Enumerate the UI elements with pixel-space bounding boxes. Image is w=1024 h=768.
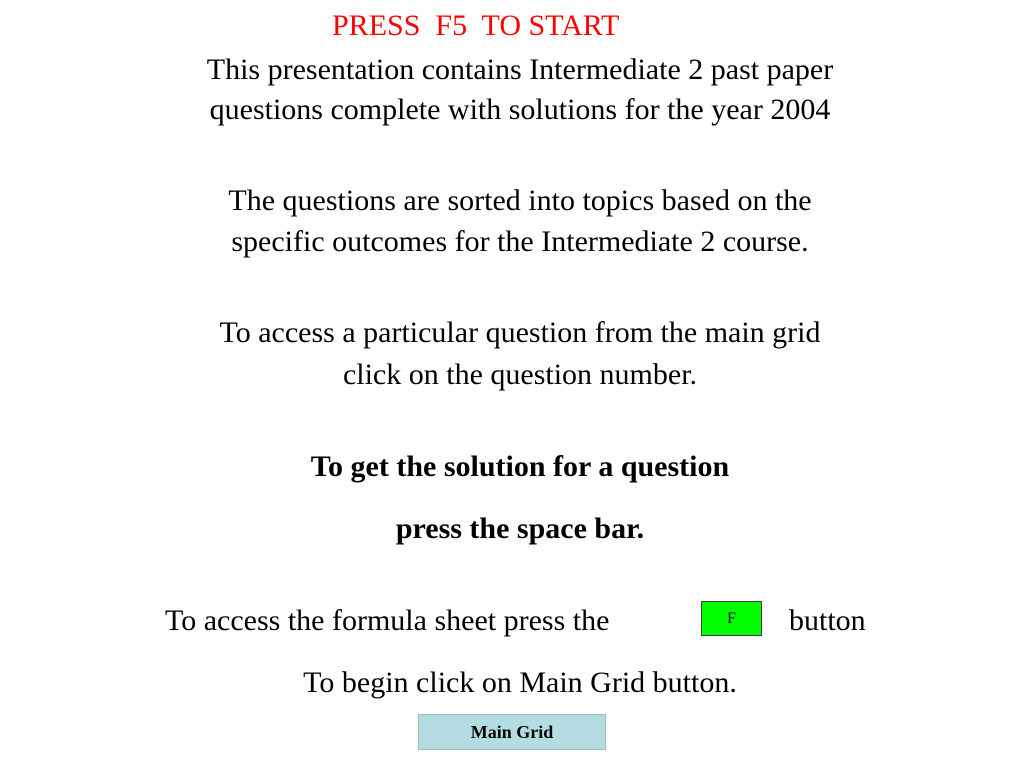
- formula-instruction-suffix: button: [789, 604, 866, 637]
- formula-instruction: To access the formula sheet press the: [165, 604, 610, 637]
- topics-line-1: The questions are sorted into topics based on the: [228, 184, 812, 217]
- page-title: PRESS F5 TO START: [332, 9, 620, 42]
- begin-instruction: To begin click on Main Grid button.: [303, 666, 737, 699]
- solution-line-2: press the space bar.: [395, 512, 645, 545]
- intro-line-2: questions complete with solutions for the year 2004: [209, 93, 831, 126]
- main-grid-button[interactable]: Main Grid: [418, 714, 606, 750]
- access-line-2: click on the question number.: [342, 358, 698, 391]
- access-line-1: To access a particular question from the main grid: [219, 316, 821, 349]
- formula-sheet-button[interactable]: F: [701, 601, 762, 636]
- intro-line-1: This presentation contains Intermediate 2 past paper: [206, 53, 834, 86]
- topics-line-2: specific outcomes for the Intermediate 2 course.: [231, 225, 809, 258]
- solution-line-1: To get the solution for a question: [310, 450, 730, 483]
